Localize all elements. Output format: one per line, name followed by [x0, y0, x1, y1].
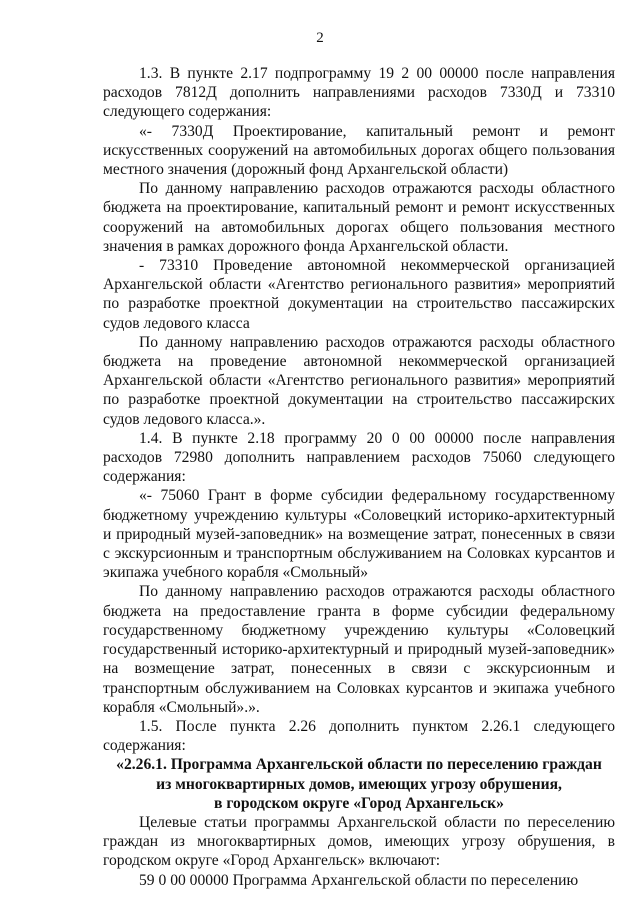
- section-heading-line-1: «2.26.1. Программа Архангельской области по переселению граждан: [116, 756, 602, 774]
- paragraph-7330d-description: По данному направлению расходов отражаются расходы областного бюджета на проектирование, капитальный ремонт и ремонт искусственных сооружений на автомобильных дорогах общего пользования местного значения в рамках дорожного фонда Архангельской области.: [103, 180, 615, 255]
- paragraph-target-articles: Целевые статьи программы Архангельской области по переселению граждан из многоквартирных домов, имеющих угрозу обрушения, в городском округе «Город Архангельск» включают:: [103, 813, 615, 870]
- paragraph-1-5: 1.5. После пункта 2.26 дополнить пунктом 2.26.1 следующего содержания:: [103, 717, 615, 755]
- section-heading-line-2: из многоквартирных домов, имеющих угрозу обрушения,: [156, 775, 562, 793]
- section-heading-line-3: в городском округе «Город Архангельск»: [214, 794, 504, 812]
- paragraph-59-program: 59 0 00 00000 Программа Архангельской области по переселению: [139, 871, 579, 889]
- paragraph-73310-description: По данному направлению расходов отражаются расходы областного бюджета на проведение автономной некоммерческой организацией Архангельской области «Агентство регионального развития» мероприятий по разработке проектной документации на строительство пассажирских судов ледового класса.».: [103, 333, 615, 428]
- paragraph-75060: «- 75060 Грант в форме субсидии федеральному государственному бюджетному учреждению культуры «Соловецкий историко-архитектурный и природный музей-заповедник» на возмещение затрат, понесенных в связи с экскурсионным и транспортным обслуживанием на Соловках курсантов и экипажа учебного корабля «Смольный»: [103, 487, 615, 582]
- paragraph-75060-description: По данному направлению расходов отражаются расходы областного бюджета на предоставление гранта в форме субсидии федеральному государственному бюджетному учреждению культуры «Соловецкий государственный историко-архитектурный и природный музей-заповедник» на возмещение затрат, понесенных в связи с экскурсионным и транспортным обслуживанием на Соловках курсантов и экипажа учебного корабля «Смольный».».: [103, 583, 615, 716]
- paragraph-73310: - 73310 Проведение автономной некоммерческой организацией Архангельской области «Агентство регионального развития» мероприятий по разработке проектной документации на строительство пассажирских судов ледового класса: [103, 257, 615, 332]
- paragraph-7330d: «- 7330Д Проектирование, капитальный ремонт и ремонт искусственных сооружений на автомобильных дорогах общего пользования местного значения (дорожный фонд Архангельской области): [103, 122, 615, 179]
- page-number: 2: [316, 30, 324, 46]
- paragraph-1-4: 1.4. В пункте 2.18 программу 20 0 00 00000 после направления расходов 72980 дополнить направлением расходов 75060 следующего содержания:: [103, 429, 615, 486]
- paragraph-1-3: 1.3. В пункте 2.17 подпрограмму 19 2 00 00000 после направления расходов 7812Д дополнить направлениями расходов 7330Д и 73310 следующего содержания:: [103, 65, 615, 121]
- document-body: [103, 64, 615, 890]
